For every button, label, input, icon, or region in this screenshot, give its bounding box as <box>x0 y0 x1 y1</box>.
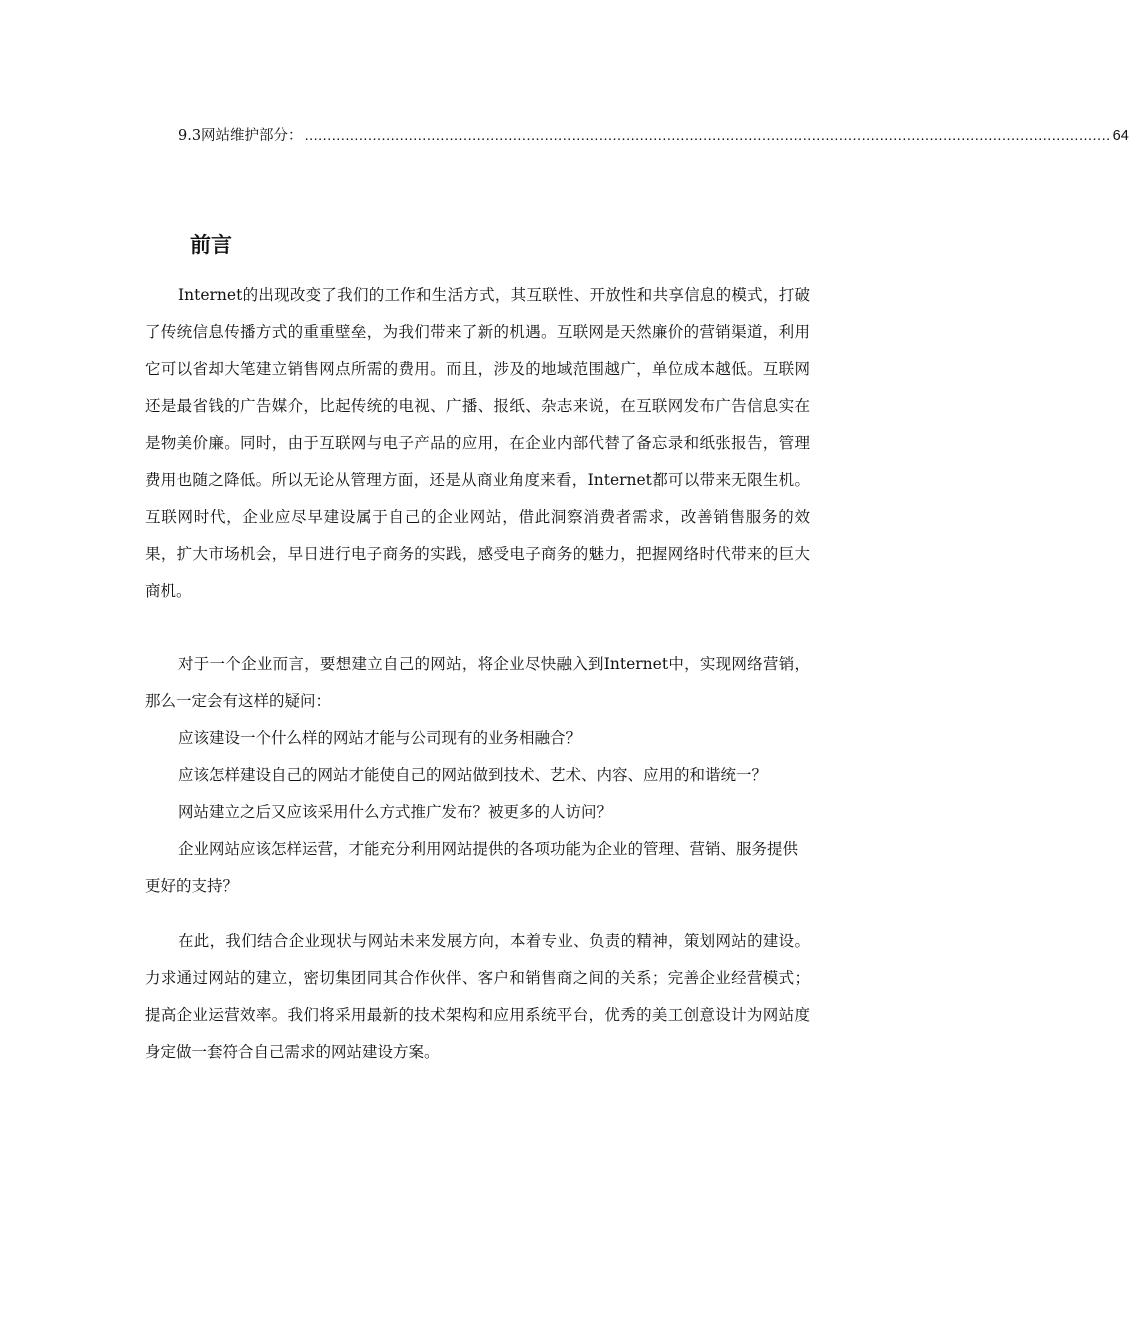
preface-paragraph-1: Internet的出现改变了我们的工作和生活方式，其互联性、开放性和共享信息的模式，打破了传统信息传播方式的重重壁垒，为我们带来了新的机遇。互联网是天然廉价的营销渠道，利用它可以省却大笔建立销售网点所需的费用。而且，涉及的地域范围越广，单位成本越低。互联网还是最省钱的广告媒介，比起传统的电视、广播、报纸、杂志来说，在互联网发布广告信息实在是物美价廉。同时，由于互联网与电子产品的应用，在企业内部代替了备忘录和纸张报告，管理费用也随之降低。所以无论从管理方面，还是从商业角度来看，Internet都可以带来无限生机。互联网时代，企业应尽早建设属于自己的企业网站，借此洞察消费者需求，改善销售服务的效果，扩大市场机会，早日进行电子商务的实践，感受电子商务的魅力，把握网络时代带来的巨大商机。 <box>145 286 810 600</box>
toc-entry[interactable] <box>178 126 1129 146</box>
preface-paragraph-2-intro: 对于一个企业而言，要想建立自己的网站，将企业尽快融入到Internet中，实现网络营销，那么一定会有这样的疑问： <box>145 655 810 710</box>
toc-page-number: 64 <box>1112 128 1129 144</box>
preface-paragraph-1-block <box>145 277 810 610</box>
preface-paragraph-3: 在此，我们结合企业现状与网站未来发展方向，本着专业、负责的精神，策划网站的建设。力求通过网站的建立，密切集团同其合作伙伴、客户和销售商之间的关系；完善企业经营模式；提高企业运营效率。我们将采用最新的技术架构和应用系统平台，优秀的美工创意设计为网站度身定做一套符合自己需求的网站建设方案。 <box>145 932 810 1061</box>
question-item: 应该怎样建设自己的网站才能使自己的网站做到技术、艺术、内容、应用的和谐统一？ <box>178 766 768 784</box>
preface-paragraph-2-block <box>145 646 810 905</box>
toc-entry-label: 9.3网站维护部分： <box>178 128 303 144</box>
question-item: 应该建设一个什么样的网站才能与公司现有的业务相融合？ <box>178 729 582 747</box>
toc-dot-leader: .................................................................................................................................................................................. <box>304 128 1111 144</box>
question-item: 网站建立之后又应该采用什么方式推广发布？被更多的人访问？ <box>178 803 613 821</box>
preface-paragraph-3-block <box>145 923 810 1071</box>
section-title: 前言 <box>190 233 232 257</box>
question-item: 企业网站应该怎样运营，才能充分利用网站提供的各项功能为企业的管理、营销、服务提供更好的支持？ <box>145 840 799 895</box>
